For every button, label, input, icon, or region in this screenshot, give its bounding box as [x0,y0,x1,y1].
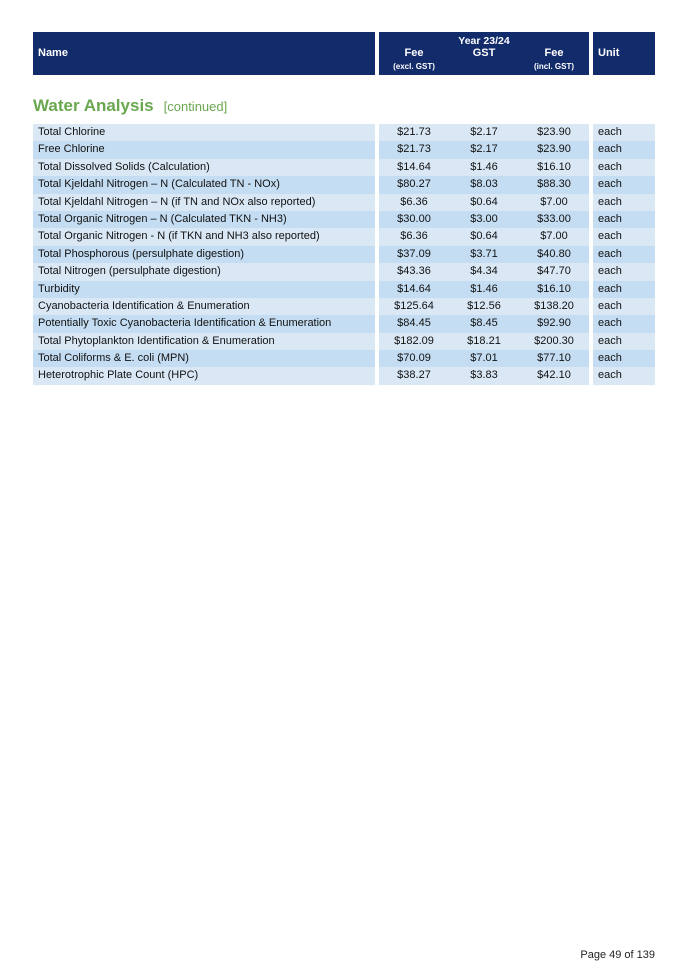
row-fee-excl: $37.09 [379,246,449,263]
row-gst: $3.83 [449,367,519,384]
row-fee-incl: $88.30 [519,176,589,193]
row-gst: $0.64 [449,228,519,245]
row-name: Total Phytoplankton Identification & Enumeration [33,333,375,350]
row-fee-incl: $92.90 [519,315,589,332]
header-fee-incl-label: Fee [544,47,564,59]
row-name: Total Nitrogen (persulphate digestion) [33,263,375,280]
table-row [33,141,655,158]
header-fee-incl [519,47,589,71]
row-fee-excl: $182.09 [379,333,449,350]
row-gst: $3.71 [449,246,519,263]
row-gst: $2.17 [449,141,519,158]
row-name: Total Coliforms & E. coli (MPN) [33,350,375,367]
table-row [33,159,655,176]
row-fee-excl: $30.00 [379,211,449,228]
section-subtitle: [continued] [163,99,228,114]
row-fee-incl: $16.10 [519,159,589,176]
header-year-group [379,32,589,75]
header-year-label: Year 23/24 [458,35,510,47]
row-fee-incl: $40.80 [519,246,589,263]
row-gst: $1.46 [449,281,519,298]
row-name: Cyanobacteria Identification & Enumeration [33,298,375,315]
row-name: Free Chlorine [33,141,375,158]
row-name: Total Organic Nitrogen - N (if TKN and NH3 also reported) [33,228,375,245]
row-gst: $7.01 [449,350,519,367]
row-fee-excl: $14.64 [379,281,449,298]
row-fee-incl: $42.10 [519,367,589,384]
table-row [33,228,655,245]
table-row [33,211,655,228]
row-unit: each [593,281,655,298]
row-fee-excl: $6.36 [379,228,449,245]
table-row [33,194,655,211]
row-fee-excl: $80.27 [379,176,449,193]
row-gst: $3.00 [449,211,519,228]
page-number: Page 49 of 139 [580,949,655,961]
row-name: Total Organic Nitrogen – N (Calculated TKN - NH3) [33,211,375,228]
row-unit: each [593,228,655,245]
row-fee-incl: $7.00 [519,194,589,211]
header-fee-excl [379,47,449,71]
table-row [33,281,655,298]
table-row [33,246,655,263]
row-unit: each [593,315,655,332]
row-fee-excl: $43.36 [379,263,449,280]
row-fee-excl: $21.73 [379,141,449,158]
table-row [33,350,655,367]
header-unit-label: Unit [598,47,620,59]
header-fee-excl-label: Fee [404,47,424,59]
header-fee-incl-sub: (incl. GST) [534,62,574,71]
header-name-cell [33,32,375,75]
row-gst: $12.56 [449,298,519,315]
row-gst: $1.46 [449,159,519,176]
row-unit: each [593,176,655,193]
row-fee-incl: $23.90 [519,124,589,141]
row-name: Turbidity [33,281,375,298]
fee-table-body [33,124,655,385]
table-row [33,176,655,193]
row-fee-excl: $38.27 [379,367,449,384]
row-unit: each [593,350,655,367]
row-unit: each [593,298,655,315]
row-unit: each [593,367,655,384]
row-gst: $0.64 [449,194,519,211]
row-unit: each [593,124,655,141]
table-row [33,333,655,350]
row-name: Total Phosphorous (persulphate digestion) [33,246,375,263]
header-gst-label: GST [472,47,496,59]
header-name-label: Name [38,47,68,59]
header-unit-cell [593,32,655,75]
section-title-text: Water Analysis [33,96,154,115]
table-row [33,298,655,315]
row-name: Potentially Toxic Cyanobacteria Identification & Enumeration [33,315,375,332]
row-gst: $2.17 [449,124,519,141]
row-fee-excl: $21.73 [379,124,449,141]
row-fee-incl: $200.30 [519,333,589,350]
row-gst: $18.21 [449,333,519,350]
row-name: Total Kjeldahl Nitrogen – N (if TN and NOx also reported) [33,194,375,211]
row-gst: $8.03 [449,176,519,193]
row-unit: each [593,263,655,280]
row-name: Total Kjeldahl Nitrogen – N (Calculated TN - NOx) [33,176,375,193]
row-fee-incl: $138.20 [519,298,589,315]
table-row [33,263,655,280]
row-fee-incl: $47.70 [519,263,589,280]
table-header [33,32,655,75]
row-name: Total Chlorine [33,124,375,141]
row-fee-excl: $70.09 [379,350,449,367]
row-fee-incl: $33.00 [519,211,589,228]
row-unit: each [593,333,655,350]
row-fee-incl: $7.00 [519,228,589,245]
table-row [33,367,655,384]
row-fee-excl: $125.64 [379,298,449,315]
table-row [33,124,655,141]
row-fee-incl: $23.90 [519,141,589,158]
section-title [33,96,227,116]
header-gst [449,47,519,59]
row-name: Total Dissolved Solids (Calculation) [33,159,375,176]
row-fee-excl: $84.45 [379,315,449,332]
row-name: Heterotrophic Plate Count (HPC) [33,367,375,384]
row-unit: each [593,211,655,228]
header-fee-excl-sub: (excl. GST) [393,62,435,71]
row-unit: each [593,246,655,263]
row-unit: each [593,159,655,176]
row-fee-incl: $16.10 [519,281,589,298]
row-fee-incl: $77.10 [519,350,589,367]
row-fee-excl: $14.64 [379,159,449,176]
table-row [33,315,655,332]
row-fee-excl: $6.36 [379,194,449,211]
row-unit: each [593,141,655,158]
row-gst: $4.34 [449,263,519,280]
row-unit: each [593,194,655,211]
row-gst: $8.45 [449,315,519,332]
